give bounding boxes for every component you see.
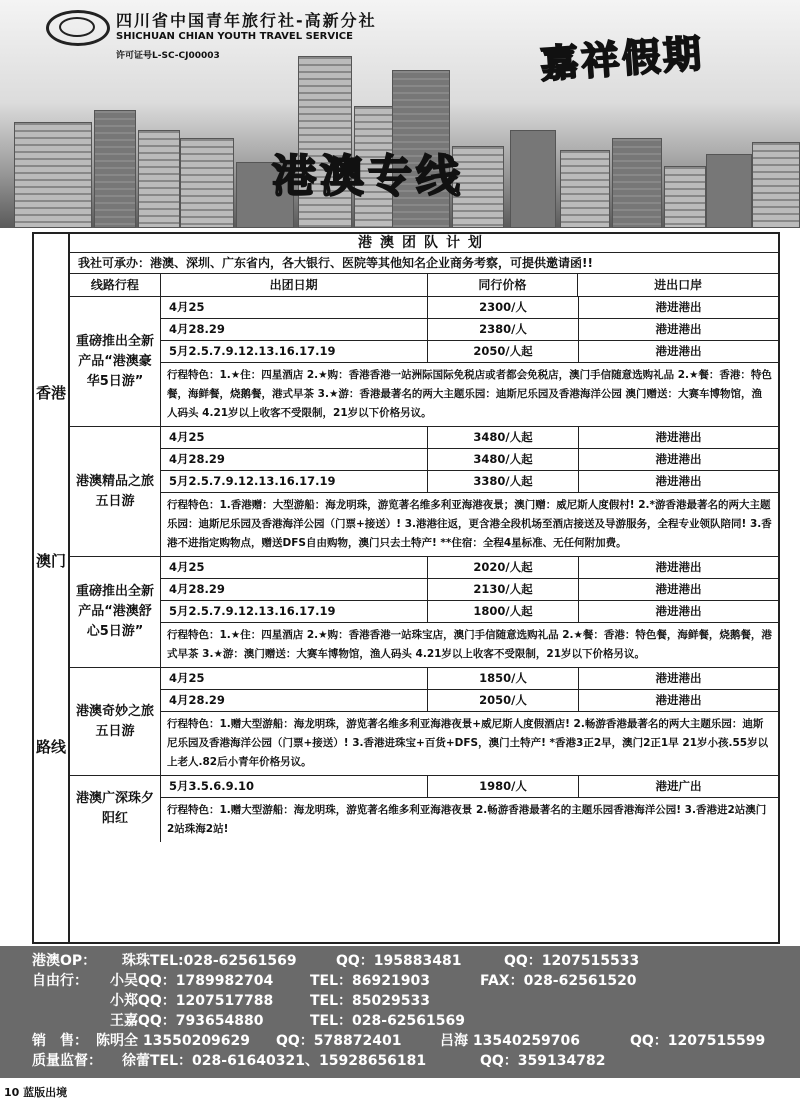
contact-sales-a: 陈明全 13550209629 xyxy=(96,1033,251,1049)
tour-name: 重磅推出全新产品“港澳舒心5日游” xyxy=(75,584,154,639)
date-cell: 4月28.29 xyxy=(169,322,225,336)
tour-name: 港澳奇妙之旅五日游 xyxy=(75,703,154,739)
port-cell: 港进港出 xyxy=(578,471,778,492)
table-row xyxy=(161,341,778,363)
date-cell: 4月25 xyxy=(169,671,205,685)
tour-block xyxy=(70,427,778,557)
date-cell: 4月28.29 xyxy=(169,452,225,466)
port-cell: 港进港出 xyxy=(578,297,778,318)
contact-label: 港澳OP： xyxy=(32,953,97,969)
contact-qq: 小郑QQ：1207517788 xyxy=(110,993,274,1009)
col-header-date: 出团日期 xyxy=(160,274,427,296)
date-cell: 4月25 xyxy=(169,430,205,444)
contact-qq: QQ：1207515533 xyxy=(504,953,640,969)
date-cell: 4月25 xyxy=(169,300,205,314)
contact-qc: 徐蕾TEL：028-61640321、15928656181 xyxy=(122,1053,427,1069)
table-row xyxy=(161,471,778,493)
contact-tel: TEL：86921903 xyxy=(310,973,430,989)
col-header-port: 进出口岸 xyxy=(577,274,778,296)
skyline-building xyxy=(612,138,662,228)
price-cell: 3480/人起 xyxy=(427,449,578,470)
date-cell: 5月2.5.7.9.12.13.16.17.19 xyxy=(169,344,336,358)
skyline-building xyxy=(94,110,136,228)
date-cell: 5月2.5.7.9.12.13.16.17.19 xyxy=(169,604,336,618)
skyline-building xyxy=(180,138,234,228)
table-content xyxy=(70,234,778,842)
skyline-building xyxy=(14,122,92,228)
table-row xyxy=(161,668,778,690)
table-row xyxy=(161,690,778,712)
contact-qq: QQ：578872401 xyxy=(276,1033,402,1049)
contact-footer xyxy=(0,946,800,1078)
port-cell: 港进港出 xyxy=(578,601,778,622)
price-cell: 2130/人起 xyxy=(427,579,578,600)
tour-name: 港澳精品之旅五日游 xyxy=(75,473,154,509)
col-header-price: 同行价格 xyxy=(427,274,578,296)
port-cell: 港进港出 xyxy=(578,668,778,689)
tour-details xyxy=(160,297,778,426)
skyline-building xyxy=(560,150,610,228)
tour-block xyxy=(70,557,778,668)
date-cell: 5月2.5.7.9.12.13.16.17.19 xyxy=(169,474,336,488)
contact-fax: FAX：028-62561520 xyxy=(480,973,637,989)
price-cell: 1800/人起 xyxy=(427,601,578,622)
contact-qq: 王嘉QQ：793654880 xyxy=(110,1013,264,1029)
table-intro: 我社可承办：港澳、深圳、广东省内，各大银行、医院等其他知名企业商务考察，可提供邀请函!! xyxy=(70,253,778,274)
table-row xyxy=(161,449,778,471)
tour-details xyxy=(160,557,778,667)
price-cell: 2020/人起 xyxy=(427,557,578,578)
header-banner xyxy=(0,0,800,228)
table-header-row xyxy=(70,274,778,297)
port-cell: 港进港出 xyxy=(578,449,778,470)
price-cell: 3480/人起 xyxy=(427,427,578,448)
port-cell: 港进港出 xyxy=(578,319,778,340)
contact-qq: 小吴QQ：1789982704 xyxy=(110,973,274,989)
port-cell: 港进港出 xyxy=(578,341,778,362)
side-label-macau: 澳门 xyxy=(35,552,66,570)
table-row xyxy=(161,427,778,449)
tour-block xyxy=(70,776,778,842)
skyline-building xyxy=(510,130,556,228)
table-row xyxy=(161,579,778,601)
side-rail xyxy=(34,234,70,942)
price-cell: 2380/人 xyxy=(427,319,578,340)
table-title: 港澳团队计划 xyxy=(70,234,778,253)
table-row xyxy=(161,319,778,341)
table-row xyxy=(161,297,778,319)
skyline-building xyxy=(706,154,752,228)
agency-name-cn: 四川省中国青年旅行社-高新分社 xyxy=(116,11,377,30)
tour-features: 行程特色：1.★住：四星酒店 2.★购：香港香港一站洲际国际免税店或者都会免税店，澳门手信随意选购礼品 2.★餐：香港：特色餐，海鲜餐，烧鹅餐，港式早茶 3.★游：香港最著名的两大主题乐园：迪斯尼乐园及香港海洋公园 澳门赠送：大赛车博物馆，渔人码头 4.21岁以上收客不受限制，21岁以下价格另议。 xyxy=(167,369,772,419)
tour-name: 重磅推出全新产品“港澳豪华5日游” xyxy=(75,333,154,389)
tour-block xyxy=(70,297,778,427)
contact-sales-b: 吕海 13540259706 xyxy=(440,1033,581,1049)
side-label-hongkong: 香港 xyxy=(35,384,66,402)
tour-name: 港澳广深珠夕阳红 xyxy=(75,791,154,826)
tour-features: 行程特色：1.赠大型游船：海龙明珠，游览著名维多利亚海港夜景+威尼斯人度假酒店! 2.畅游香港最著名的两大主题乐园：迪斯尼乐园及香港海洋公园（门票+接送）! 3.香港进珠宝+百货+DFS，澳门土特产! *香港3正2早，澳门2正1早 21岁小孩.55岁以上老人.82后小青年价格另议。 xyxy=(167,718,769,768)
contact-tel: TEL：85029533 xyxy=(310,993,430,1009)
contact-label: 销 售： xyxy=(32,1033,88,1049)
price-cell: 2050/人起 xyxy=(427,341,578,362)
agency-name-en: SHICHUAN CHIAN YOUTH TRAVEL SERVICE xyxy=(116,31,353,42)
contact-qq: QQ：359134782 xyxy=(480,1053,606,1069)
tour-block xyxy=(70,668,778,776)
license-number: 许可证号L-SC-CJ00003 xyxy=(116,51,220,61)
date-cell: 4月28.29 xyxy=(169,582,225,596)
tour-features: 行程特色：1.赠大型游船：海龙明珠，游览著名维多利亚海港夜景 2.畅游香港最著名的主题乐园香港海洋公园! 3.香港进2站澳门2站珠海2站! xyxy=(167,804,767,835)
tour-details xyxy=(160,427,778,556)
table-row xyxy=(161,776,778,798)
table-row xyxy=(161,557,778,579)
port-cell: 港进广出 xyxy=(578,776,778,797)
skyline-building xyxy=(138,130,180,228)
col-header-route: 线路行程 xyxy=(90,278,139,292)
contact-qq: QQ：1207515599 xyxy=(630,1033,766,1049)
date-cell: 4月25 xyxy=(169,560,205,574)
date-cell: 5月3.5.6.9.10 xyxy=(169,779,254,793)
table-row xyxy=(161,601,778,623)
contact-tel: TEL：028-62561569 xyxy=(310,1013,465,1029)
agency-logo xyxy=(46,10,110,46)
page-footer: 10 蓝版出境 xyxy=(4,1086,68,1099)
tour-features: 行程特色：1.香港赠：大型游船：海龙明珠，游览著名维多利亚海港夜景；澳门赠：威尼斯人度假村! 2.*游香港最著名的两大主题乐园：迪斯尼乐园及香港海洋公园（门票+接送）! 3.港港往返，更含港全段机场至酒店接送及导游服务，全程专业领队陪同! 3.香港不进指定购物点，赠送DFS自由购物，澳门只去土特产! **住宿：全程4星标准、无任何附加费。 xyxy=(167,499,772,549)
skyline-building xyxy=(664,166,706,228)
banner-title: 港澳专线 xyxy=(272,151,464,202)
port-cell: 港进港出 xyxy=(578,579,778,600)
price-cell: 3380/人起 xyxy=(427,471,578,492)
side-label-route: 路线 xyxy=(35,738,66,756)
price-cell: 1980/人 xyxy=(427,776,578,797)
skyline-building xyxy=(752,142,800,228)
tour-table xyxy=(32,232,780,944)
contact-tel: 珠珠TEL:028-62561569 xyxy=(122,953,297,969)
port-cell: 港进港出 xyxy=(578,427,778,448)
price-cell: 2300/人 xyxy=(427,297,578,318)
contact-label: 自由行： xyxy=(32,973,88,989)
tour-features: 行程特色：1.★住：四星酒店 2.★购：香港香港一站珠宝店，澳门手信随意选购礼品 2.★餐：香港：特色餐，海鲜餐，烧鹅餐，港式早茶 3.★游：澳门赠送：大赛车博物馆，渔人码头 4.21岁以上收客不受限制，21岁以下价格另议。 xyxy=(167,629,772,660)
date-cell: 4月28.29 xyxy=(169,693,225,707)
contact-label: 质量监督： xyxy=(32,1053,102,1069)
brand-title: 嘉祥假期 xyxy=(538,31,706,87)
contact-qq: QQ：195883481 xyxy=(336,953,462,969)
tour-details xyxy=(160,668,778,775)
price-cell: 1850/人 xyxy=(427,668,578,689)
port-cell: 港进港出 xyxy=(578,557,778,578)
tour-details xyxy=(160,776,778,842)
price-cell: 2050/人 xyxy=(427,690,578,711)
port-cell: 港进港出 xyxy=(578,690,778,711)
